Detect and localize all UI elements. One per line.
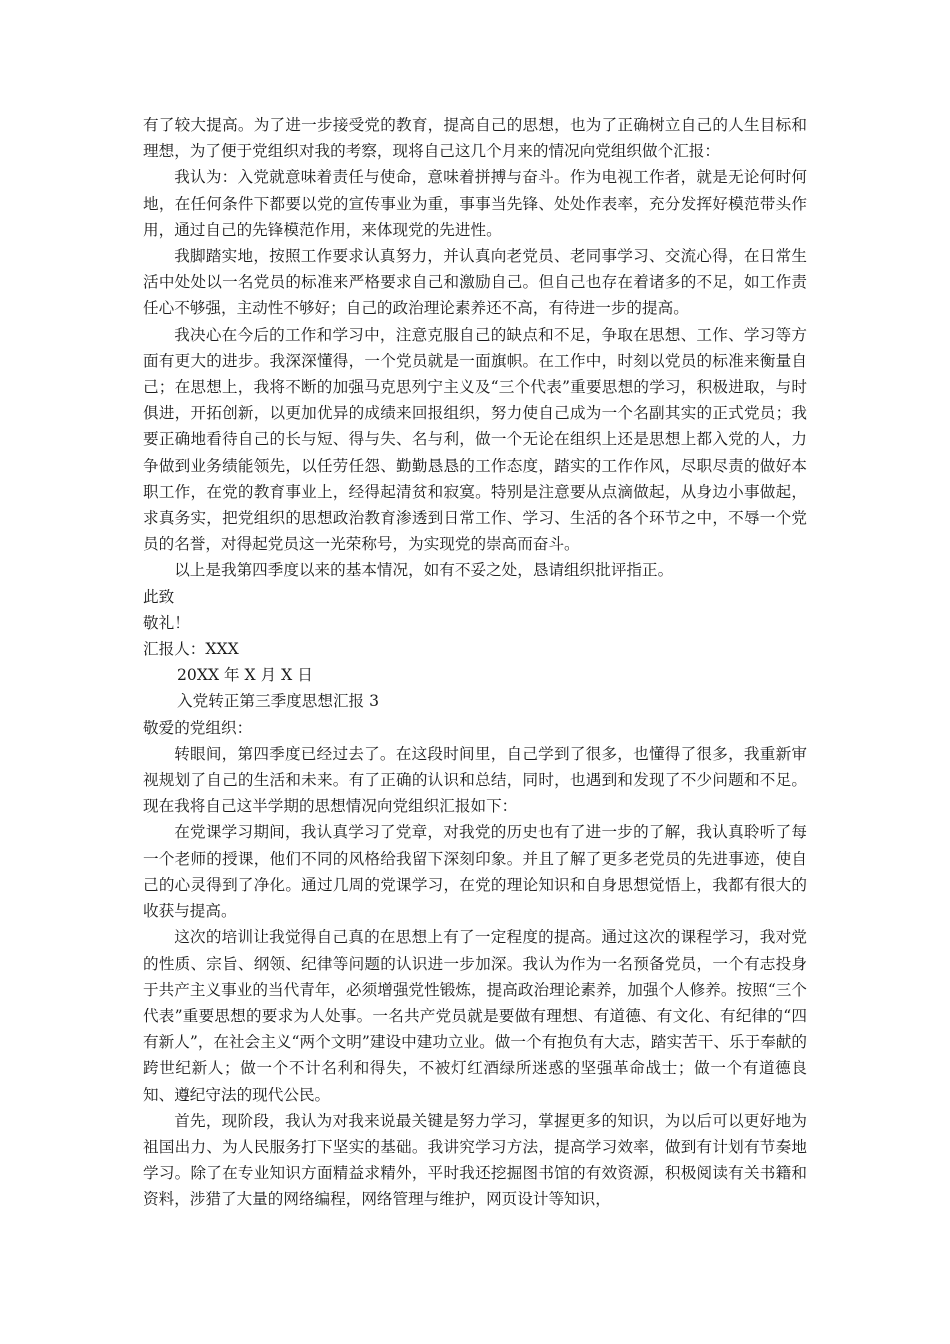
paragraph-4: 我决心在今后的工作和学习中，注意克服自己的缺点和不足，争取在思想、工作、学习等方面有更大的进步。我深深懂得，一个党员就是一面旗帜。在工作中，时刻以党员的标准来衡量自己；在思想上，我将不断的加强马克思列宁主义及“三个代表”重要思想的学习，积极进取，与时俱进，开拓创新，以更加优异的成绩来回报组织，努力使自己成为一个名副其实的正式党员；我要正确地看待自己的长与短、得与失、名与利，做一个无论在组织上还是思想上都入党的人，力争做到业务绩能领先，以任劳任怨、勤勤恳恳的工作态度，踏实的工作作风，尽职尽责的做好本职工作，在党的教育事业上，经得起清贫和寂寞。特别是注意要从点滴做起，从身边小事做起，求真务实，把党组织的思想政治教育渗透到日常工作、学习、生活的各个环节之中，不辱一个党员的名誉，对得起党员这一光荣称号，为实现党的崇高而奋斗。 bbox=[143, 325, 807, 554]
paragraph-3: 我脚踏实地，按照工作要求认真努力，并认真向老党员、老同事学习、交流心得，在日常生活中处处以一名党员的标准来严格要求自己和激励自己。但自己也存在着诸多的不足，如工作责任心不够强，主动性不够好；自己的政治理论素养还不高，有待进一步的提高。 bbox=[143, 247, 807, 318]
closing-greeting: 此致 bbox=[143, 587, 175, 606]
paragraph-1: 有了较大提高。为了进一步接受党的教育，提高自己的思想，也为了正确树立自己的人生目标和理想，为了便于党组织对我的考察，现将自己这几个月来的情况向党组织做个汇报： bbox=[143, 116, 807, 161]
paragraph-7: 在党课学习期间，我认真学习了党章，对我党的历史也有了进一步的了解，我认真聆听了每一个老师的授课，他们不同的风格给我留下深刻印象。并且了解了更多老党员的先进事迹，使自己的心灵得到了净化。通过几周的党课学习，在党的理论知识和自身思想觉悟上，我都有很大的收获与提高。 bbox=[143, 823, 807, 921]
paragraph-5: 以上是我第四季度以来的基本情况，如有不妥之处，恳请组织批评指正。 bbox=[174, 561, 674, 580]
section-title: 入党转正第三季度思想汇报 3 bbox=[177, 692, 380, 711]
paragraph-8: 这次的培训让我觉得自己真的在思想上有了一定程度的提高。通过这次的课程学习，我对党的性质、宗旨、纲领、纪律等问题的认识进一步加深。我认为作为一名预备党员，一个有志投身于共产主义事业的当代青年，必须增强党性锻炼，提高政治理论素养，加强个人修养。按照“三个代表”重要思想的要求为人处事。一名共产党员就是要做有理想、有道德、有文化、有纪律的“四有新人”，在社会主义“两个文明”建设中建功立业。做一个有抱负有大志，踏实苦干、乐于奉献的跨世纪新人；做一个不计名利和得失，不被灯红酒绿所迷惑的坚强革命战士；做一个有道德良知、遵纪守法的现代公民。 bbox=[143, 928, 807, 1104]
paragraph-2: 我认为：入党就意味着责任与使命，意味着拼搏与奋斗。作为电视工作者，就是无论何时何地，在任何条件下都要以党的宣传事业为重，事事当先锋、处处作表率，充分发挥好模范带头作用，通过自己的先锋模范作用，来体现党的先进性。 bbox=[143, 168, 807, 239]
paragraph-9: 首先，现阶段，我认为对我来说最关键是努力学习，掌握更多的知识，为以后可以更好地为祖国出力、为人民服务打下坚实的基础。我讲究学习方法，提高学习效率，做到有计划有节奏地学习。除了在专业知识方面精益求精外，平时我还挖掘图书馆的有效资源，积极阅读有关书籍和资料，涉猎了大量的网络编程，网络管理与维护，网页设计等知识， bbox=[143, 1111, 807, 1209]
salutation: 敬爱的党组织： bbox=[143, 718, 253, 737]
reporter-name: 汇报人：XXX bbox=[143, 640, 239, 659]
document-page bbox=[143, 112, 807, 1213]
report-date: 20XX 年 X 月 X 日 bbox=[177, 666, 313, 685]
closing-salute: 敬礼！ bbox=[143, 613, 190, 632]
paragraph-6: 转眼间，第四季度已经过去了。在这段时间里，自己学到了很多，也懂得了很多，我重新审视规划了自己的生活和未来。有了正确的认识和总结，同时，也遇到和发现了不少问题和不足。现在我将自己这半学期的思想情况向党组织汇报如下： bbox=[143, 744, 807, 816]
